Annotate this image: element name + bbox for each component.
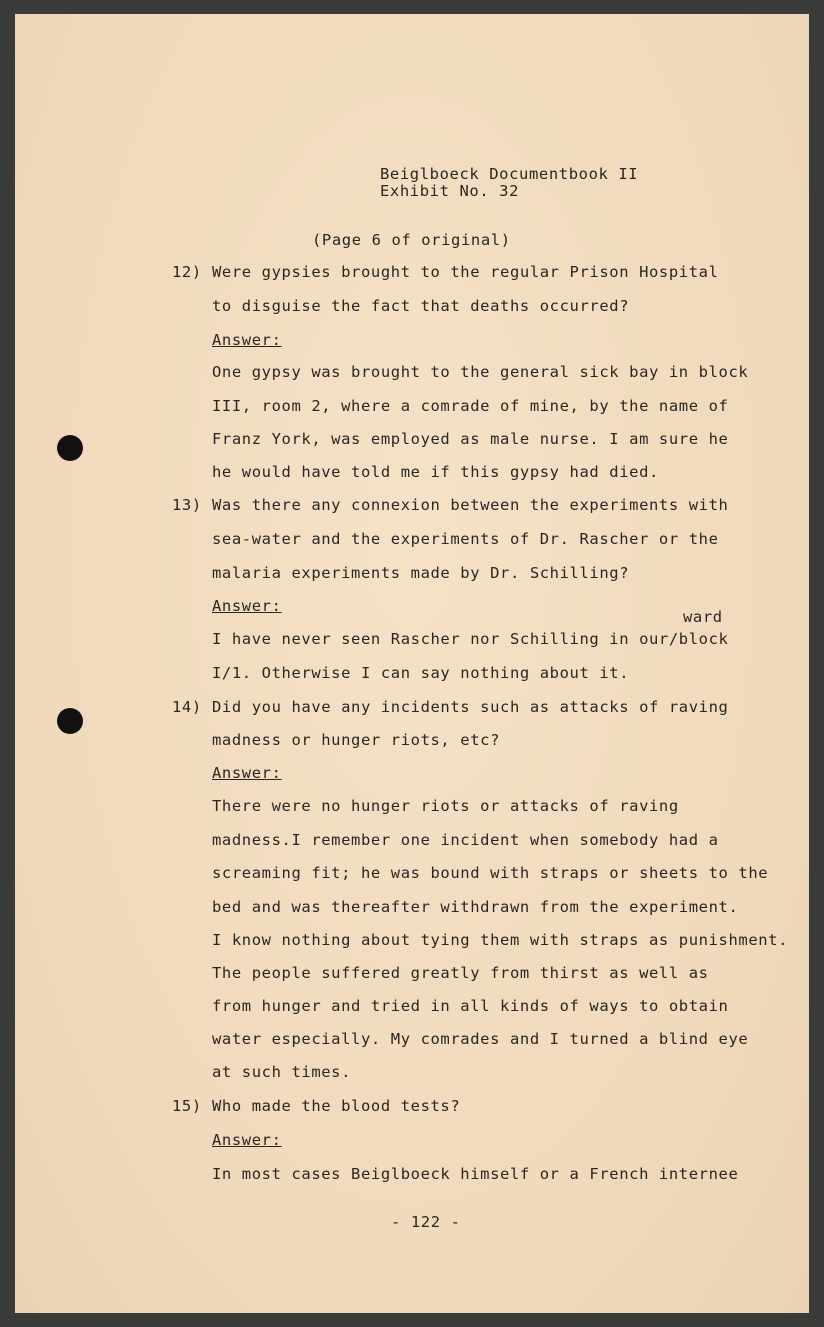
question-line: sea-water and the experiments of Dr. Rascher or the <box>212 530 719 548</box>
answer-label: Answer: <box>212 331 282 349</box>
document-page <box>15 14 809 1313</box>
question-line: madness or hunger riots, etc? <box>212 731 501 749</box>
question-line: to disguise the fact that deaths occurred? <box>212 297 630 315</box>
answer-line: III, room 2, where a comrade of mine, by the name of <box>212 397 729 415</box>
question-number: 13) <box>172 496 202 514</box>
page-number: - 122 - <box>391 1213 461 1231</box>
answer-line: I/1. Otherwise I can say nothing about it. <box>212 664 630 682</box>
answer-label: Answer: <box>212 1131 282 1149</box>
answer-line: water especially. My comrades and I turned a blind eye <box>212 1030 749 1048</box>
answer-line: Franz York, was employed as male nurse. I am sure he <box>212 430 729 448</box>
answer-line: bed and was thereafter withdrawn from the experiment. <box>212 898 739 916</box>
answer-line: One gypsy was brought to the general sick bay in block <box>212 363 749 381</box>
answer-line: I have never seen Rascher nor Schilling in our/block <box>212 630 729 648</box>
documentbook-title: Beiglboeck Documentbook II <box>380 165 639 183</box>
answer-line: screaming fit; he was bound with straps or sheets to the <box>212 864 769 882</box>
question-line: Did you have any incidents such as attacks of raving <box>212 698 729 716</box>
question-number: 14) <box>172 698 202 716</box>
answer-line: I know nothing about tying them with straps as punishment. <box>212 931 789 949</box>
answer-line: he would have told me if this gypsy had died. <box>212 463 659 481</box>
question-line: Who made the blood tests? <box>212 1097 461 1115</box>
answer-line: from hunger and tried in all kinds of ways to obtain <box>212 997 729 1015</box>
punch-hole <box>57 708 83 734</box>
question-number: 12) <box>172 263 202 281</box>
question-number: 15) <box>172 1097 202 1115</box>
answer-line: In most cases Beiglboeck himself or a French internee <box>212 1165 739 1183</box>
answer-line: at such times. <box>212 1063 352 1081</box>
answer-line: There were no hunger riots or attacks of raving <box>212 797 679 815</box>
exhibit-number: Exhibit No. 32 <box>380 182 520 200</box>
page-of-original: (Page 6 of original) <box>312 231 511 249</box>
answer-line: madness.I remember one incident when somebody had a <box>212 831 719 849</box>
answer-label: Answer: <box>212 764 282 782</box>
answer-line: The people suffered greatly from thirst as well as <box>212 964 709 982</box>
handwritten-insertion: ward <box>683 608 723 626</box>
question-line: Was there any connexion between the experiments with <box>212 496 729 514</box>
answer-label: Answer: <box>212 597 282 615</box>
punch-hole <box>57 435 83 461</box>
question-line: Were gypsies brought to the regular Prison Hospital <box>212 263 719 281</box>
question-line: malaria experiments made by Dr. Schilling? <box>212 564 630 582</box>
